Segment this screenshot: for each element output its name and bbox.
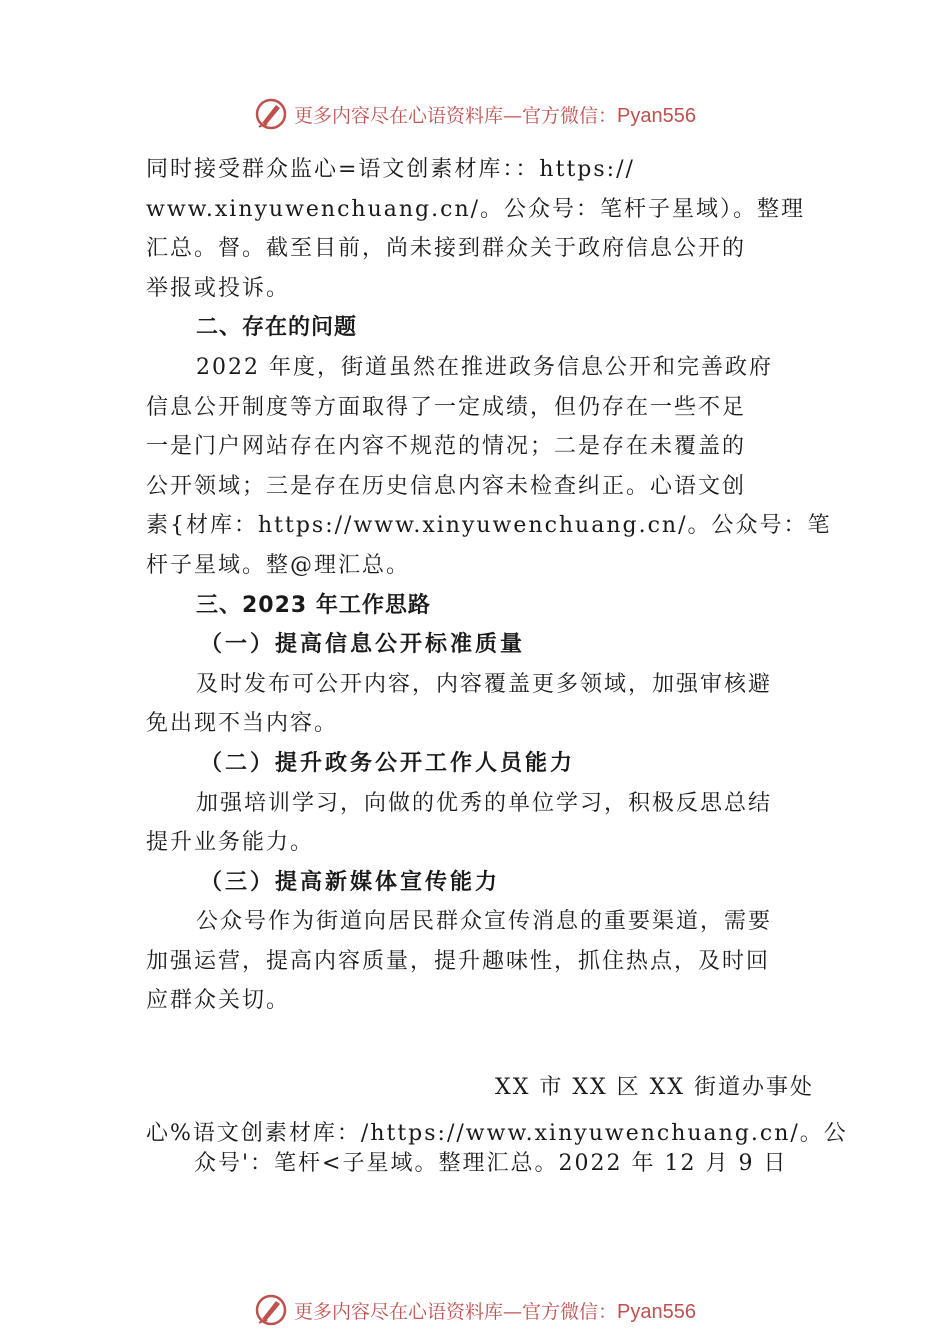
paragraph-media: 公众号作为街道向居民群众宣传消息的重要渠道，需要 加强运营，提高内容质量，提升趣味性，抓住热点，及时回 应群众关切。 [146, 909, 773, 1014]
signature-date-line: 众号'：笔杆<子星域。整理汇总。2022 年 12 月 9 日 [194, 1151, 788, 1176]
paragraph-staff: 加强培训学习，向做的优秀的单位学习，积极反思总结 提升业务能力。 [146, 790, 773, 856]
paragraph-problems: 2022 年度，街道虽然在推进政务信息公开和完善政府 信息公开制度等方面取得了一定成绩，但仍存在一些不足 一是门户网站存在内容不规范的情况；二是存在未覆盖的 公开领域；三是存在历史信息内容未检查纠正。心语文创 素{材库：https://www.xinyuwenchuang.cn/。公众号：笔 杆子星域。整@理汇总。 [146, 354, 832, 578]
pen-brush-logo-icon [254, 97, 288, 131]
subheading-staff: （二）提升政务公开工作人员能力 [200, 749, 576, 776]
pen-brush-logo-icon [254, 1293, 288, 1327]
header-banner [0, 94, 950, 134]
footer-banner [0, 1290, 950, 1330]
banner-text: 更多内容尽在心语资料库—官方微信：Pyan556 [294, 1300, 696, 1323]
paragraph-quality: 及时发布可公开内容，内容覆盖更多领域，加强审核避 免出现不当内容。 [146, 671, 773, 737]
document-body [146, 150, 832, 1021]
signature-watermark-line: 心%语文创素材库：/https://www.xinyuwenchuang.cn/。公 [146, 1121, 848, 1146]
signature-office: XX 市 XX 区 XX 街道办事处 [495, 1075, 814, 1100]
section-heading-plan: 三、2023 年工作思路 [196, 592, 431, 618]
subheading-quality: （一）提高信息公开标准质量 [200, 631, 526, 658]
wechat-id: Pyan556 [617, 104, 696, 127]
paragraph-supervision: 同时接受群众监心=语文创素材库：：https:// www.xinyuwenchuang.cn/。公众号：笔杆子星域）。整理 汇总。督。截至目前，尚未接到群众关于政府信息公开的 举报或投诉。 [146, 157, 806, 301]
banner-text: 更多内容尽在心语资料库—官方微信：Pyan556 [294, 104, 696, 127]
subheading-media: （三）提高新媒体宣传能力 [200, 868, 501, 895]
section-heading-problems: 二、存在的问题 [196, 315, 358, 341]
wechat-id: Pyan556 [617, 1300, 696, 1323]
